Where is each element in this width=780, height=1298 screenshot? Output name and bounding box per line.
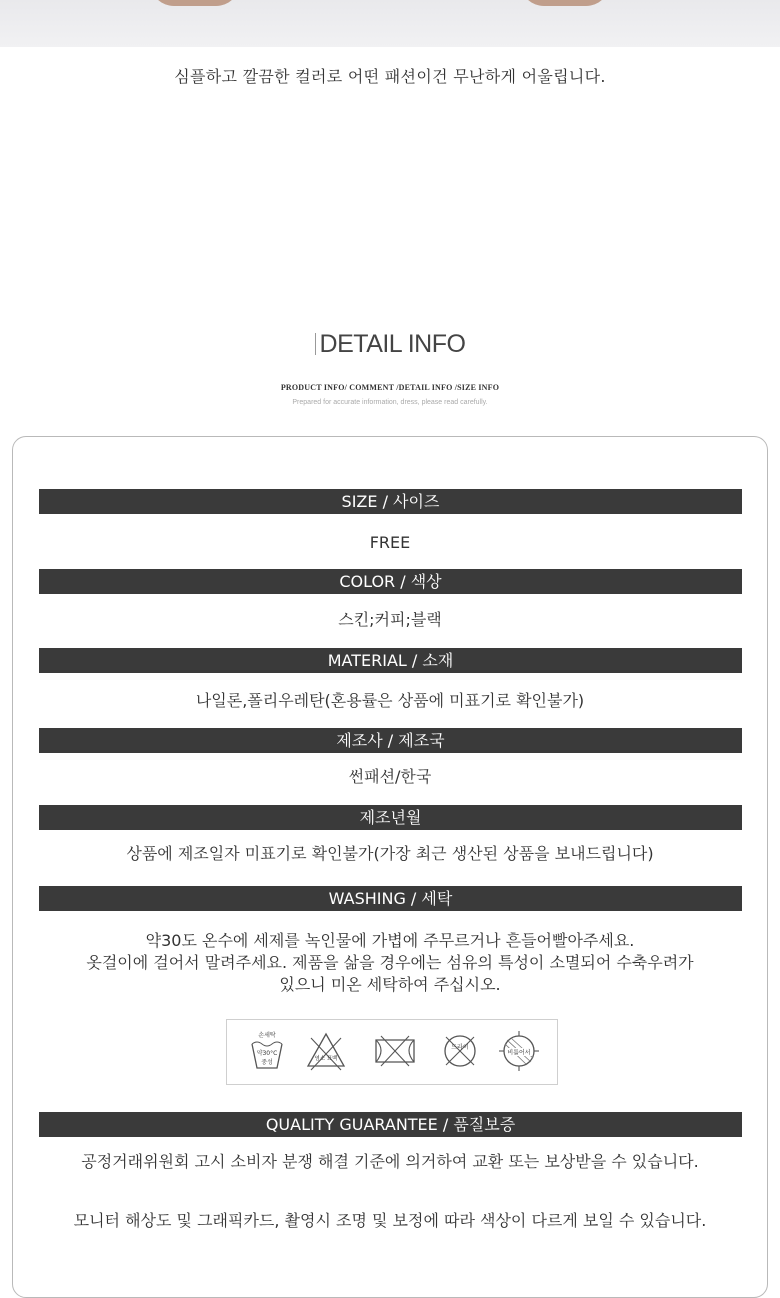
title-divider [315, 333, 316, 355]
no-bleach-icon [305, 1030, 347, 1072]
no-dry-clean-icon [439, 1030, 481, 1072]
no-wring-icon [497, 1030, 541, 1072]
date-header: 제조년월 [39, 805, 742, 830]
detail-nav: PRODUCT INFO/ COMMENT /DETAIL INFO /SIZE INFO [280, 383, 500, 392]
no-tumble-dry-icon [371, 1030, 419, 1072]
product-caption: 심플하고 깔끔한 컬러로 어떤 패션이건 무난하게 어울립니다. [174, 67, 606, 86]
washing-line-3: 있으니 미온 세탁하여 주십시오. [279, 975, 501, 994]
detail-subtitle: Prepared for accurate information, dress, please read carefully. [292, 399, 488, 406]
size-header: SIZE / 사이즈 [39, 489, 742, 514]
monitor-note: 모니터 해상도 및 그래픽카드, 촬영시 조명 및 보정에 따라 색상이 다르게 보일 수 있습니다. [73, 1211, 707, 1230]
maker-value: 썬패션/한국 [348, 767, 432, 786]
bleach-label: 염소 표백 [314, 1056, 338, 1062]
washing-line-2: 옷걸이에 걸어서 말려주세요. 제품을 삶을 경우에는 섬유의 특성이 소멸되어 수축우려가 [86, 953, 694, 972]
hand-wash-top-label: 손세탁 [258, 1032, 276, 1039]
washing-line-1: 약30도 온수에 세제를 녹인물에 가볍에 주무르거나 흔들어빨아주세요. [145, 931, 635, 950]
quality-value: 공정거래위원회 고시 소비자 분쟁 해결 기준에 의거하여 교환 또는 보상받을 수 있습니다. [81, 1152, 699, 1171]
detail-info-title [0, 330, 780, 359]
maker-header: 제조사 / 제조국 [39, 728, 742, 753]
product-image-left [150, 0, 240, 6]
hand-wash-icon [249, 1030, 285, 1072]
product-photo-bottom [0, 0, 780, 47]
material-header: MATERIAL / 소재 [39, 648, 742, 673]
material-value: 나일론,폴리우레탄(혼용률은 상품에 미표기로 확인불가) [195, 691, 585, 710]
dry-clean-label: 드라이 [451, 1044, 469, 1051]
care-icons [226, 1019, 558, 1085]
washing-header: WASHING / 세탁 [39, 886, 742, 911]
size-value: FREE [369, 533, 411, 552]
date-value: 상품에 제조일자 미표기로 확인불가(가장 최근 생산된 상품을 보내드립니다) [126, 844, 654, 863]
hand-wash-bottom-label: 중성 [261, 1059, 273, 1066]
color-header: COLOR / 색상 [39, 569, 742, 594]
wring-label: 비틀어서 [507, 1049, 531, 1057]
color-value: 스킨;커피;블랙 [338, 610, 442, 629]
product-image-right [520, 0, 610, 6]
quality-header: QUALITY GUARANTEE / 품질보증 [39, 1112, 742, 1137]
detail-title-text: DETAIL INFO [319, 330, 466, 358]
hand-wash-temp-label: 약30°C [256, 1050, 278, 1057]
